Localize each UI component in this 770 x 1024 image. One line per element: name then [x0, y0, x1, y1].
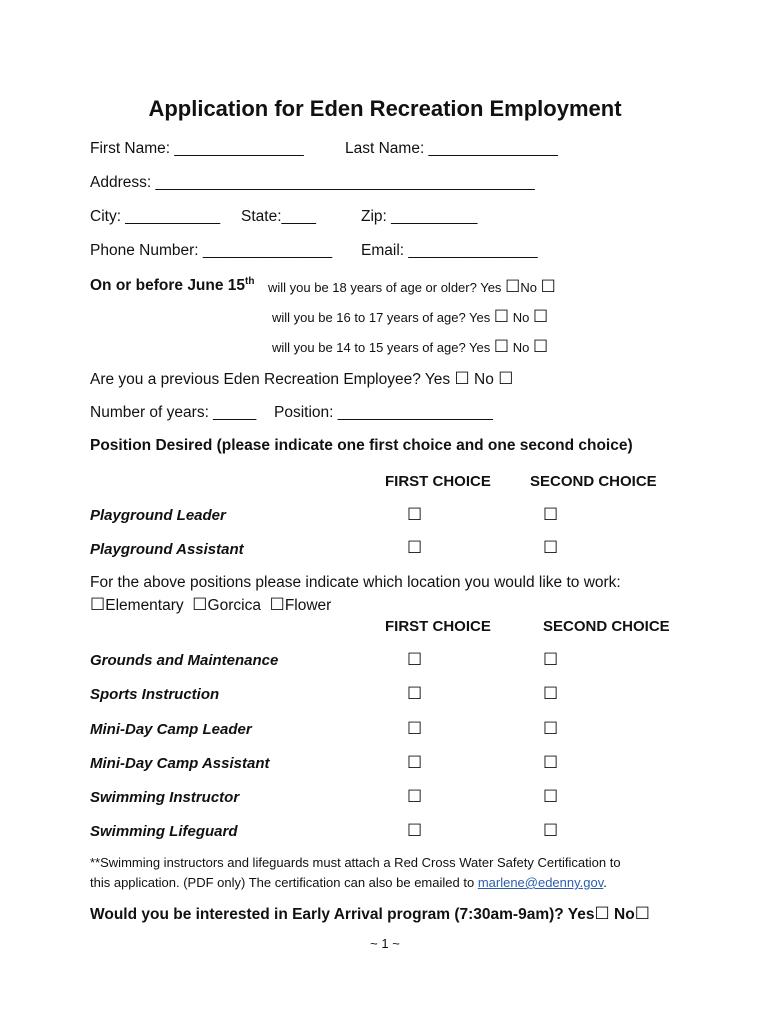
- group1-second-choice-header: SECOND CHOICE: [530, 473, 657, 490]
- position-mini-day-camp-assistant: Mini-Day Camp Assistant: [90, 755, 270, 772]
- sports-second-checkbox[interactable]: ☐: [543, 684, 559, 703]
- age-question-18-text: will you be 18 years of age or older? Yes: [268, 280, 502, 295]
- certification-note-end: .: [603, 875, 607, 890]
- age-14-15-no-checkbox[interactable]: ☐: [533, 337, 549, 356]
- position-mini-day-camp-leader: Mini-Day Camp Leader: [90, 721, 252, 738]
- years-field[interactable]: Number of years: _____: [90, 404, 257, 421]
- playground-leader-first-checkbox[interactable]: ☐: [407, 505, 423, 524]
- age-question-14-15-text: will you be 14 to 15 years of age? Yes: [272, 340, 491, 355]
- location-flower-checkbox[interactable]: ☐: [269, 595, 285, 614]
- age-14-15-yes-checkbox[interactable]: ☐: [493, 337, 510, 356]
- phone-field[interactable]: Phone Number: _______________: [90, 242, 333, 259]
- previous-yes-checkbox[interactable]: ☐: [454, 369, 470, 388]
- age-18-no-label: No: [520, 280, 537, 295]
- swim-instructor-first-checkbox[interactable]: ☐: [407, 787, 423, 806]
- email-field[interactable]: Email: _______________: [361, 242, 538, 259]
- certification-note-line2: [90, 873, 607, 893]
- age-question-16-17-text: will you be 16 to 17 years of age? Yes: [272, 310, 491, 325]
- early-arrival-no-label: No: [614, 906, 635, 923]
- page-title: Application for Eden Recreation Employment: [148, 96, 622, 121]
- age-18-yes-checkbox[interactable]: ☐: [505, 277, 521, 296]
- age-question-lead-text: On or before June 15: [90, 277, 246, 295]
- certification-note-line1: **Swimming instructors and lifeguards must attach a Red Cross Water Safety Certification to: [90, 855, 621, 870]
- age-16-17-no-checkbox[interactable]: ☐: [533, 307, 549, 326]
- age-18-no-checkbox[interactable]: ☐: [540, 277, 556, 296]
- early-arrival-text: Would you be interested in Early Arrival program (7:30am-9am)? Yes: [90, 906, 595, 923]
- previous-employee-question: [90, 370, 513, 389]
- age-16-17-yes-checkbox[interactable]: ☐: [493, 307, 510, 326]
- camp-assistant-second-checkbox[interactable]: ☐: [543, 753, 559, 772]
- early-arrival-question: [90, 905, 650, 924]
- age-14-15-no-label: No: [512, 340, 530, 355]
- lifeguard-first-checkbox[interactable]: ☐: [407, 821, 423, 840]
- age-question-lead: [90, 276, 255, 295]
- email-link[interactable]: marlene@edenny.gov: [477, 875, 604, 890]
- age-question-16-17: [272, 308, 548, 325]
- previous-employee-text: Are you a previous Eden Recreation Employee? Yes: [90, 371, 451, 388]
- camp-leader-second-checkbox[interactable]: ☐: [543, 719, 559, 738]
- camp-assistant-first-checkbox[interactable]: ☐: [407, 753, 423, 772]
- first-name-field[interactable]: First Name: _______________: [90, 140, 304, 157]
- location-elementary-checkbox[interactable]: ☐: [90, 595, 106, 614]
- age-16-17-no-label: No: [512, 310, 530, 325]
- position-swimming-lifeguard: Swimming Lifeguard: [90, 823, 238, 840]
- location-flower-label: Flower: [284, 597, 332, 614]
- position-grounds-maintenance: Grounds and Maintenance: [90, 652, 279, 669]
- zip-field[interactable]: Zip: __________: [361, 208, 478, 225]
- camp-leader-first-checkbox[interactable]: ☐: [407, 719, 423, 738]
- state-field[interactable]: State:____: [241, 208, 316, 225]
- swim-instructor-second-checkbox[interactable]: ☐: [543, 787, 559, 806]
- location-prompt: For the above positions please indicate which location you would like to work:: [90, 574, 621, 591]
- location-gorcica-checkbox[interactable]: ☐: [192, 595, 208, 614]
- age-question-18: [268, 278, 556, 295]
- sports-first-checkbox[interactable]: ☐: [407, 684, 423, 703]
- group1-first-choice-header: FIRST CHOICE: [385, 473, 491, 490]
- location-gorcica-label: Gorcica: [207, 597, 261, 614]
- previous-no-label: No: [474, 371, 494, 388]
- position-sports-instruction: Sports Instruction: [90, 686, 220, 703]
- position-swimming-instructor: Swimming Instructor: [90, 789, 240, 806]
- certification-note-text: this application. (PDF only) The certification can also be emailed to: [90, 875, 475, 890]
- grounds-second-checkbox[interactable]: ☐: [543, 650, 559, 669]
- playground-leader-second-checkbox[interactable]: ☐: [543, 505, 559, 524]
- last-name-field[interactable]: Last Name: _______________: [345, 140, 558, 157]
- position-playground-leader: Playground Leader: [90, 507, 226, 524]
- address-field[interactable]: Address: ____________________________________________: [90, 174, 535, 191]
- location-elementary-label: Elementary: [105, 597, 184, 614]
- playground-assistant-second-checkbox[interactable]: ☐: [543, 538, 559, 557]
- early-arrival-yes-checkbox[interactable]: ☐: [594, 904, 610, 923]
- position-desired-heading: Position Desired (please indicate one first choice and one second choice): [90, 437, 633, 454]
- age-question-14-15: [272, 338, 548, 355]
- previous-no-checkbox[interactable]: ☐: [498, 369, 514, 388]
- playground-assistant-first-checkbox[interactable]: ☐: [407, 538, 423, 557]
- early-arrival-no-checkbox[interactable]: ☐: [634, 904, 650, 923]
- lifeguard-second-checkbox[interactable]: ☐: [543, 821, 559, 840]
- grounds-first-checkbox[interactable]: ☐: [407, 650, 423, 669]
- group2-first-choice-header: FIRST CHOICE: [385, 618, 491, 635]
- city-field[interactable]: City: ___________: [90, 208, 221, 225]
- position-field[interactable]: Position: __________________: [274, 404, 493, 421]
- location-options: [90, 596, 331, 615]
- page-number: ~ 1 ~: [370, 936, 400, 951]
- age-question-lead-sup: th: [245, 276, 255, 287]
- position-playground-assistant: Playground Assistant: [90, 541, 244, 558]
- group2-second-choice-header: SECOND CHOICE: [543, 618, 670, 635]
